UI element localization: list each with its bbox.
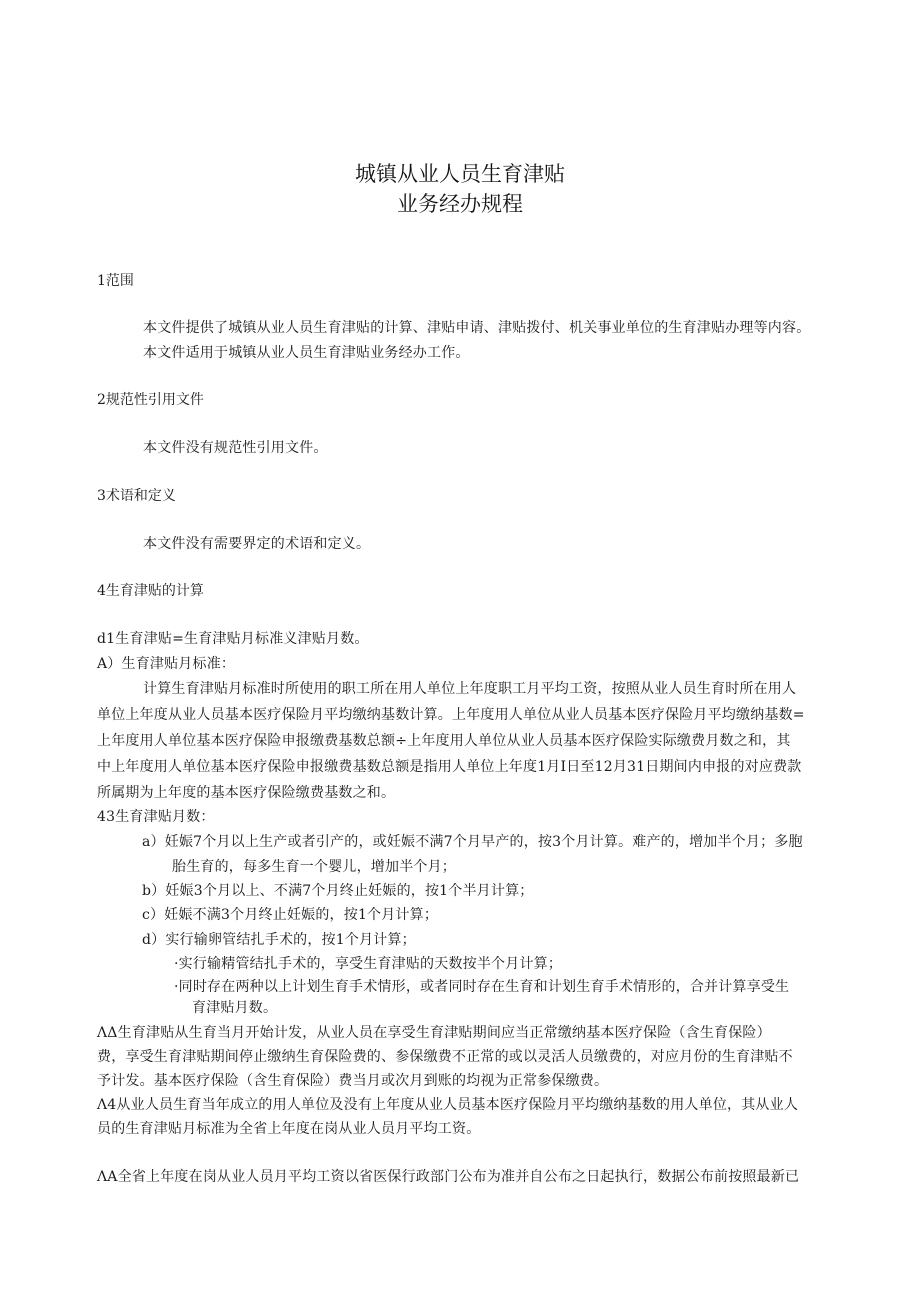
clause-4-4-line-1: ΛΔ生育津贴从生育当月开始计发，从业人员在享受生育津贴期间应当正常缴纳基本医疗保险（含生育保险）: [97, 1025, 771, 1041]
page-subtitle: 业务经办规程: [397, 192, 523, 216]
item-d: d）实行输卵管结扎手术的，按1个月计算；: [142, 932, 416, 948]
section-2-heading: 2规范性引用文件: [97, 392, 204, 408]
section-1-heading: 1范围: [97, 273, 134, 289]
clause-4-2-line-2: 单位上年度从业人员基本医疗保险月平均缴纳基数计算。上年度用人单位从业人员基本医疗保险月平均缴纳基数=: [97, 707, 805, 723]
section-2-paragraph: 本文件没有规范性引用文件。: [143, 440, 328, 456]
clause-4-3-label: 43生育津贴月数：: [97, 809, 215, 825]
section-1-paragraph-1: 本文件提供了城镇从业人员生育津贴的计算、津贴申请、津贴拨付、机关事业单位的生育津贴办理等内容。: [143, 320, 811, 336]
clause-4-2-line-3: 上年度用人单位基本医疗保险申报缴费基数总额÷上年度用人单位从业人员基本医疗保险实际缴费月数之和，其: [97, 733, 791, 749]
page-title: 城镇从业人员生育津贴: [355, 162, 565, 186]
clause-4-5-line-1: Λ4从业人员生育当年成立的用人单位及没有上年度从业人员基本医疗保险月平均缴纳基数的用人单位，其从业人: [97, 1097, 799, 1113]
item-c: c）妊娠不满3个月终止妊娠的，按1个月计算；: [142, 907, 439, 923]
bullet-1: ·实行输精管结扎手术的，享受生育津贴的天数按半个月计算；: [174, 956, 563, 972]
clause-4-6-line-1: ΛA全省上年度在岗从业人员月平均工资以省医保行政部门公布为准并自公布之日起执行，数据公布前按照最新已: [97, 1169, 800, 1185]
item-a-line-2: 胎生育的，每多生育一个婴儿，增加半个月；: [172, 859, 456, 875]
item-b: b）妊娠3个月以上、不满7个月终止妊娠的，按1个半月计算；: [142, 883, 534, 899]
clause-4-1: d1生育津贴=生育津贴月标准义津贴月数。: [97, 631, 369, 647]
bullet-2-line-1: ·同时存在两种以上计划生育手术情形，或者同时存在生育和计划生育手术情形的，合并计算享受生: [174, 979, 790, 995]
section-4-heading: 4生育津贴的计算: [97, 583, 204, 599]
clause-4-2-line-5: 所属期为上年度的基本医疗保险缴费基数之和。: [97, 785, 396, 801]
clause-4-2-line-1: 计算生育津贴月标准时所使用的职工所在用人单位上年度职工月平均工资，按照从业人员生育时所在用人: [143, 681, 797, 697]
clause-4-2-line-4: 中上年度用人单位基本医疗保险申报缴费基数总额是指用人单位上年度1月I日至12月31日期间内申报的对应费款: [97, 759, 802, 775]
section-3-paragraph: 本文件没有需要界定的术语和定义。: [143, 536, 371, 552]
section-3-heading: 3术语和定义: [97, 488, 176, 504]
clause-4-5-line-2: 员的生育津贴月标准为全省上年度在岗从业人员月平均工资。: [97, 1121, 481, 1137]
item-a-line-1: a）妊娠7个月以上生产或者引产的，或妊娠不满7个月早产的，按3个月计算。难产的，增加半个月；多胞: [142, 834, 803, 850]
clause-4-4-line-2: 费，享受生育津贴期间停止缴纳生育保险费的、参保缴费不正常的或以灵活人员缴费的，对应月份的生育津贴不: [97, 1049, 793, 1065]
clause-4-2-label: A）生育津贴月标准：: [97, 656, 236, 672]
section-1-paragraph-2: 本文件适用于城镇从业人员生育津贴业务经办工作。: [143, 345, 470, 361]
clause-4-4-line-3: 予计发。基本医疗保险（含生育保险）费当月或次月到账的均视为正常参保缴费。: [97, 1073, 609, 1089]
bullet-2-line-2: 育津贴月数。: [192, 1000, 278, 1016]
